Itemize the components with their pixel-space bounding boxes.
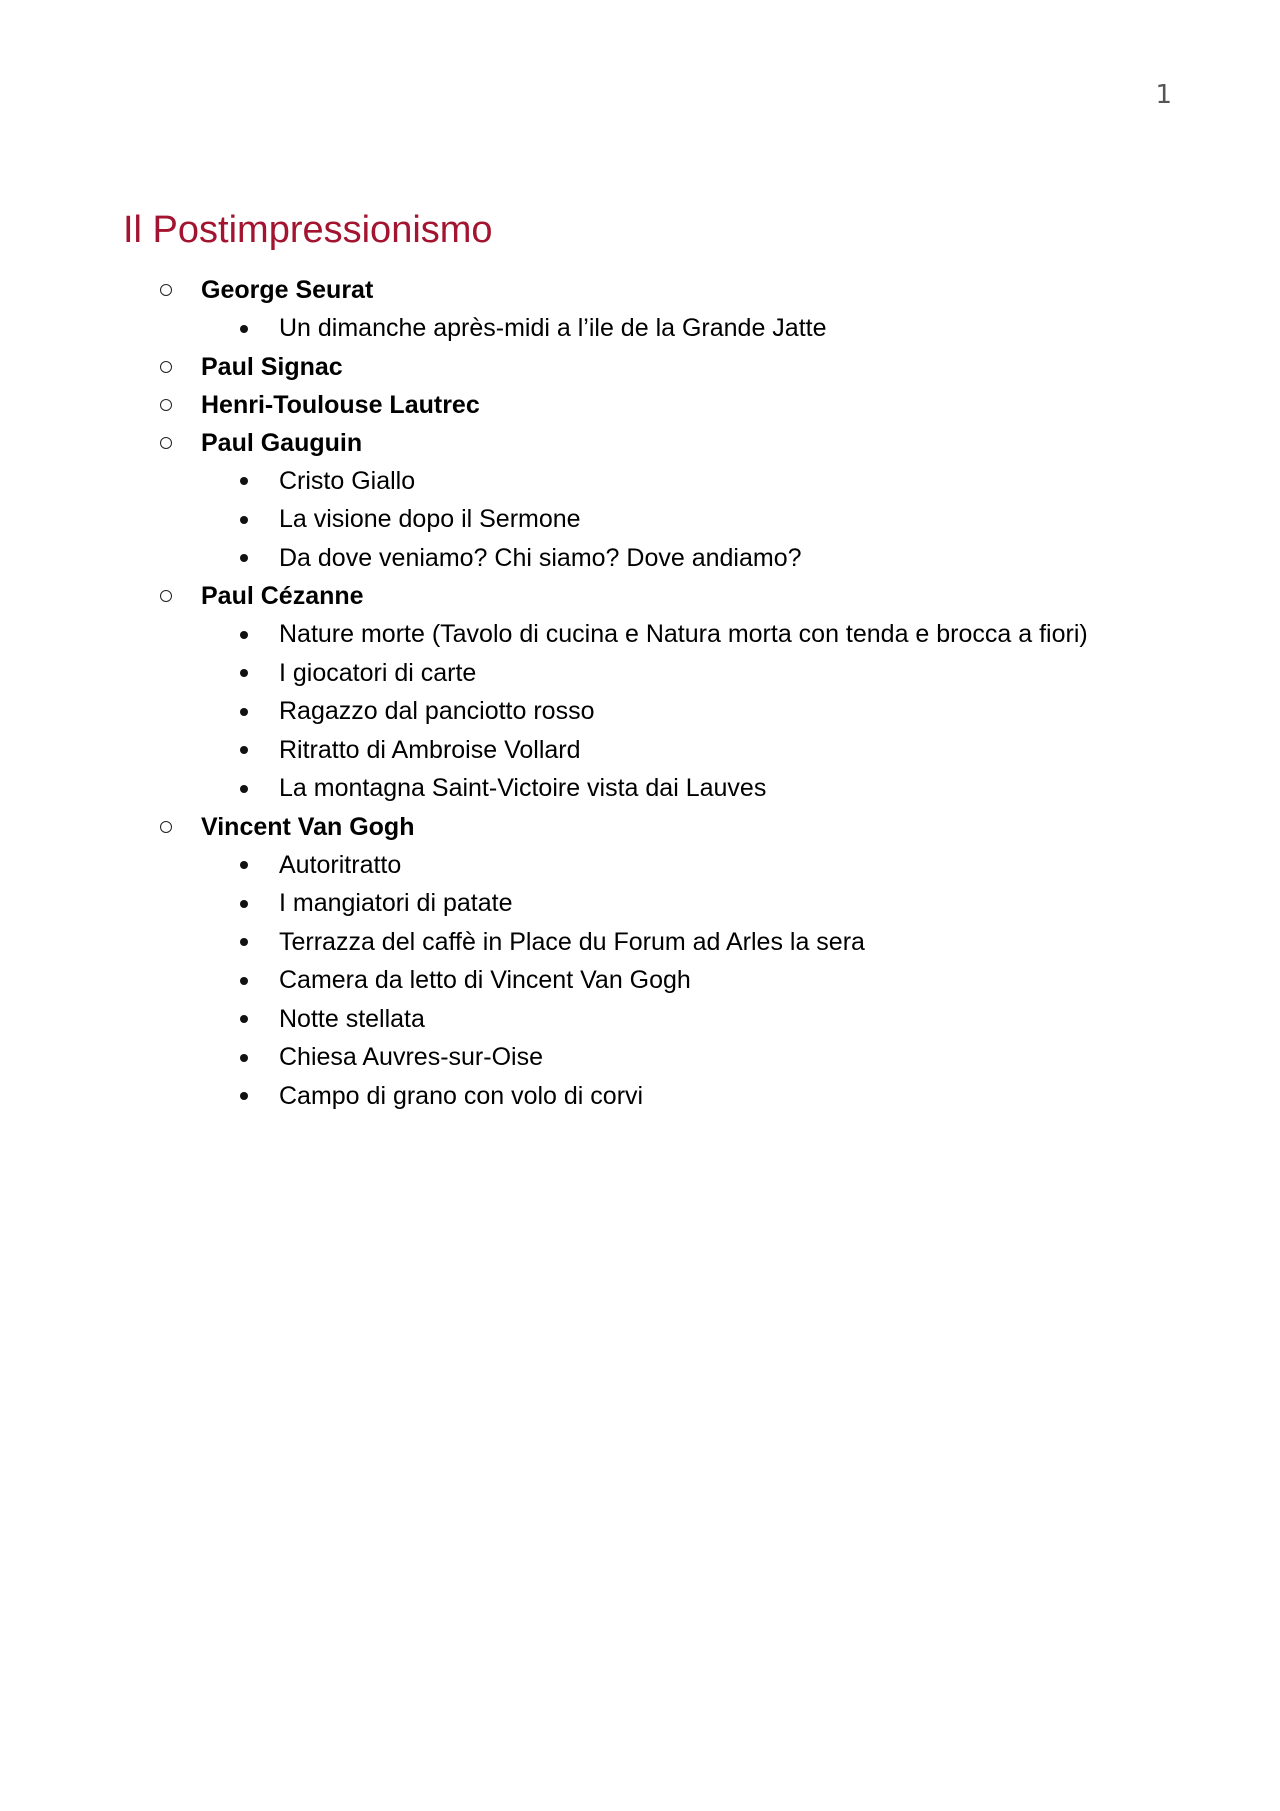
work-item	[0, 1038, 1280, 1077]
bullet-dot-icon	[240, 554, 248, 562]
work-item	[0, 500, 1280, 539]
work-title: La visione dopo il Sermone	[279, 505, 581, 533]
work-title: Un dimanche après-midi a l’ile de la Grande Jatte	[279, 314, 827, 342]
work-item	[0, 884, 1280, 923]
work-item	[0, 731, 1280, 770]
artist-name: Paul Signac	[201, 352, 343, 381]
bullet-dot-icon	[240, 1015, 248, 1023]
work-item	[0, 923, 1280, 962]
artist-item	[0, 386, 1280, 424]
page-number: 1	[1155, 80, 1172, 110]
work-item	[0, 961, 1280, 1000]
artist-name: Vincent Van Gogh	[201, 812, 415, 841]
circle-bullet-icon	[160, 361, 172, 373]
bullet-dot-icon	[240, 325, 248, 333]
artist-list	[0, 271, 1280, 1115]
bullet-dot-icon	[240, 477, 248, 485]
bullet-dot-icon	[240, 516, 248, 524]
work-item	[0, 539, 1280, 578]
page-title: Il Postimpressionismo	[123, 209, 493, 251]
artist-row	[0, 577, 1280, 615]
work-list	[0, 846, 1280, 1116]
work-item	[0, 462, 1280, 501]
work-title: I mangiatori di patate	[279, 889, 513, 917]
bullet-dot-icon	[240, 785, 248, 793]
artist-name: Henri-Toulouse Lautrec	[201, 390, 480, 419]
work-item	[0, 692, 1280, 731]
work-title: La montagna Saint-Victoire vista dai Lauves	[279, 774, 767, 802]
circle-bullet-icon	[160, 399, 172, 411]
bullet-dot-icon	[240, 938, 248, 946]
bullet-dot-icon	[240, 900, 248, 908]
artist-item	[0, 348, 1280, 386]
artist-item	[0, 577, 1280, 808]
artist-row	[0, 424, 1280, 462]
work-item	[0, 1000, 1280, 1039]
circle-bullet-icon	[160, 590, 172, 602]
artist-name: George Seurat	[201, 276, 374, 304]
bullet-dot-icon	[240, 708, 248, 716]
work-title: Chiesa Auvres-sur-Oise	[279, 1043, 543, 1071]
bullet-dot-icon	[240, 1092, 248, 1100]
artist-item	[0, 808, 1280, 1116]
work-title: I giocatori di carte	[279, 658, 477, 687]
bullet-dot-icon	[240, 861, 248, 869]
work-list	[0, 615, 1280, 808]
work-title: Campo di grano con volo di corvi	[279, 1081, 644, 1110]
circle-bullet-icon	[160, 437, 172, 449]
artist-item	[0, 271, 1280, 348]
circle-bullet-icon	[160, 284, 172, 296]
work-list	[0, 309, 1280, 348]
work-item	[0, 846, 1280, 885]
work-item	[0, 769, 1280, 808]
work-title: Ritratto di Ambroise Vollard	[279, 735, 581, 764]
bullet-dot-icon	[240, 1054, 248, 1062]
bullet-dot-icon	[240, 669, 248, 677]
artist-item	[0, 424, 1280, 578]
work-list	[0, 462, 1280, 578]
circle-bullet-icon	[160, 821, 172, 833]
artist-name: Paul Gauguin	[201, 428, 363, 457]
bullet-dot-icon	[240, 631, 248, 639]
bullet-dot-icon	[240, 977, 248, 985]
work-title: Cristo Giallo	[279, 466, 416, 495]
artist-name: Paul Cézanne	[201, 582, 364, 610]
bullet-dot-icon	[240, 746, 248, 754]
work-title: Terrazza del caffè in Place du Forum ad Arles la sera	[279, 927, 865, 956]
artist-row	[0, 348, 1280, 386]
work-title: Da dove veniamo? Chi siamo? Dove andiamo?	[279, 543, 802, 572]
artist-row	[0, 386, 1280, 424]
work-title: Camera da letto di Vincent Van Gogh	[279, 966, 691, 994]
work-title: Notte stellata	[279, 1004, 425, 1033]
artist-row	[0, 271, 1280, 309]
work-title: Ragazzo dal panciotto rosso	[279, 697, 595, 725]
work-item	[0, 1077, 1280, 1116]
work-item	[0, 309, 1280, 348]
work-title: Nature morte (Tavolo di cucina e Natura morta con tenda e brocca a fiori)	[279, 620, 1088, 648]
work-item	[0, 615, 1280, 654]
work-title: Autoritratto	[279, 850, 402, 879]
work-item	[0, 654, 1280, 693]
artist-row	[0, 808, 1280, 846]
